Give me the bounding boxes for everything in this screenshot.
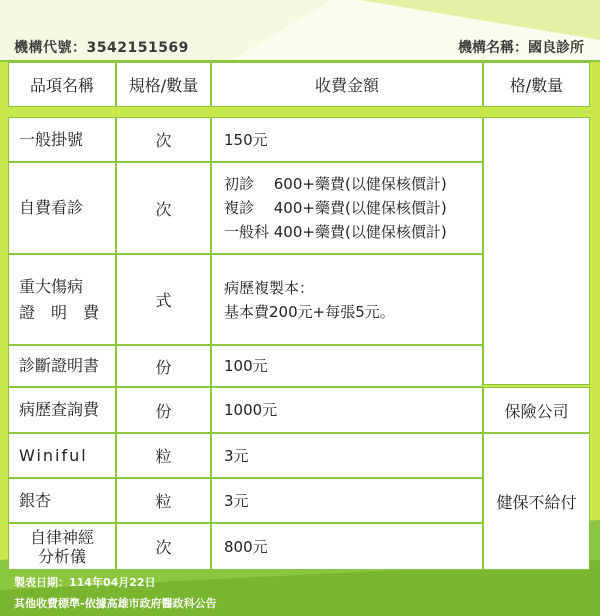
- table-row-fee: [211, 117, 483, 162]
- table-row-name: [8, 523, 116, 570]
- row-name-line: 自律神經: [29, 527, 94, 547]
- table-row-unit: 份: [116, 345, 211, 387]
- side-cell-blank: [483, 117, 590, 385]
- table-row-name: [8, 433, 116, 478]
- column-header-item: 品項名稱: [8, 62, 116, 107]
- row-name-line: 診斷證明書: [19, 356, 100, 375]
- side-note-not-covered: 健保不給付: [483, 433, 590, 570]
- fee-line: 複診 400+藥費(以健保核價計): [224, 199, 447, 217]
- row-name-line: 自費看診: [19, 198, 84, 217]
- table-row-fee: [211, 254, 483, 345]
- fee-line: 一般科 400+藥費(以健保核價計): [224, 223, 447, 241]
- table-row-name: [8, 345, 116, 387]
- footer-date: 製表日期：114年04月22日: [14, 576, 156, 589]
- row-name-line: 證 明 費: [19, 302, 100, 322]
- table-row-unit: 式: [116, 254, 211, 345]
- table-row-unit: 粒: [116, 433, 211, 478]
- table-row-fee: [211, 387, 483, 433]
- table-row-name: [8, 162, 116, 254]
- table-row-unit: 次: [116, 523, 211, 570]
- fee-line: 800元: [224, 537, 268, 556]
- table-row-unit: 次: [116, 117, 211, 162]
- fee-line: 1000元: [224, 401, 278, 419]
- institution-code: 機構代號：3542151569: [14, 40, 189, 56]
- table-row-name: [8, 387, 116, 433]
- row-name-line: 重大傷病: [19, 276, 84, 296]
- footer-note: 其他收費標準-依據高雄市政府醫政科公告: [14, 597, 217, 610]
- row-name-line: 病歷查詢費: [19, 400, 100, 419]
- table-row-name: [8, 117, 116, 162]
- side-note-insurance-company: 保險公司: [483, 387, 590, 433]
- table-row-unit: 份: [116, 387, 211, 433]
- fee-line: 150元: [224, 130, 268, 149]
- table-row-unit: 次: [116, 162, 211, 254]
- fee-line: 3元: [224, 491, 249, 510]
- table-row-name: [8, 254, 116, 345]
- table-row-name: [8, 478, 116, 523]
- column-header-fee: 收費金額: [211, 62, 483, 107]
- row-name-line: 分析儀: [37, 546, 86, 566]
- table-row-fee: [211, 478, 483, 523]
- row-name-line: 銀杏: [19, 490, 52, 510]
- header-bar: [0, 35, 600, 59]
- row-name-line: 一般掛號: [19, 129, 84, 149]
- column-header-spec: 規格/數量: [116, 62, 211, 107]
- fee-line: 100元: [224, 357, 268, 375]
- institution-name: 機構名稱：國良診所: [458, 40, 584, 56]
- table-row-unit: 粒: [116, 478, 211, 523]
- table-row-fee: [211, 433, 483, 478]
- table-row-fee: [211, 162, 483, 254]
- fee-line: 基本費200元+每張5元。: [224, 302, 395, 321]
- table-row-fee: [211, 523, 483, 570]
- fee-line: 初診 600+藥費(以健保核價計): [224, 175, 447, 193]
- row-name-line: Winiful: [19, 445, 88, 465]
- fee-line: 病歷複製本：: [224, 278, 315, 297]
- column-header-spec-right: 格/數量: [483, 62, 590, 107]
- fee-line: 3元: [224, 446, 249, 465]
- table-row-fee: [211, 345, 483, 387]
